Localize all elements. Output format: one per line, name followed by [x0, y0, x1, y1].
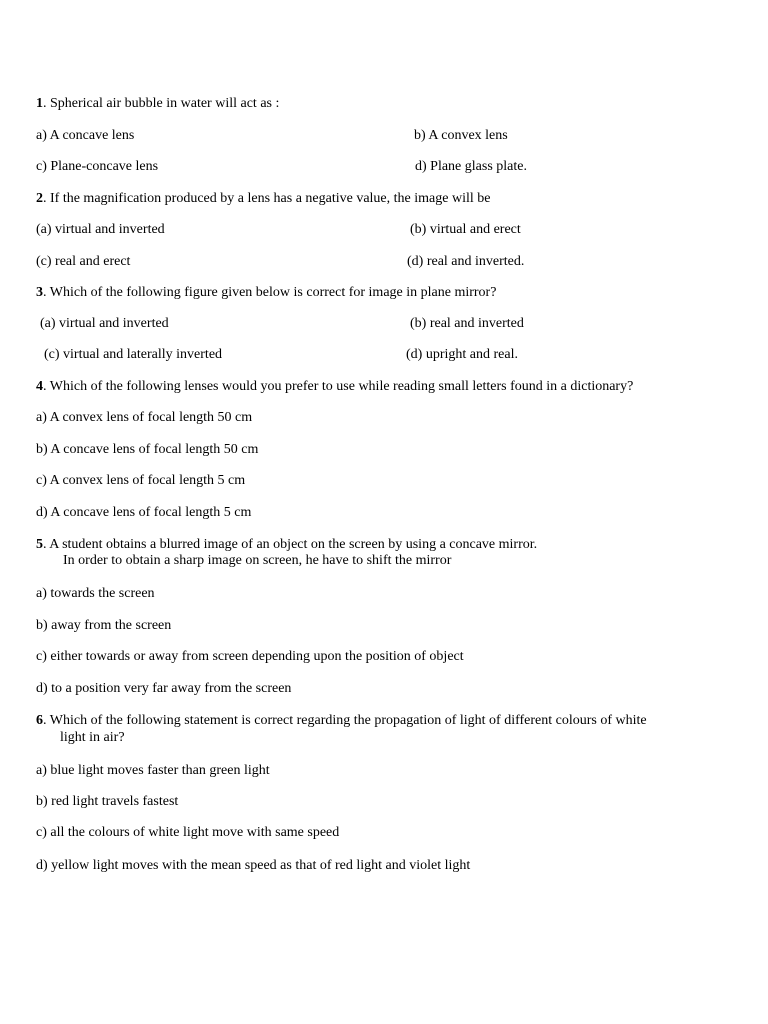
question-3-option-a: (a) virtual and inverted — [40, 316, 169, 331]
question-5-option-c: c) either towards or away from screen depending upon the position of object — [36, 649, 464, 664]
question-2-text: . If the magnification produced by a lens has a negative value, the image will be — [43, 191, 491, 206]
question-6-option-c: c) all the colours of white light move with same speed — [36, 825, 340, 840]
question-6-option-b: b) red light travels fastest — [36, 794, 179, 809]
question-6-stem-continuation: light in air? — [60, 730, 125, 745]
question-4-option-c: c) A convex lens of focal length 5 cm — [36, 473, 246, 488]
question-3-stem — [36, 285, 496, 301]
question-6-text: . Which of the following statement is correct regarding the propagation of light of different colours of white — [43, 713, 647, 728]
question-6-stem — [36, 713, 647, 729]
question-5-option-d: d) to a position very far away from the screen — [36, 681, 292, 696]
question-5-option-b: b) away from the screen — [36, 618, 172, 633]
question-1-option-d: d) Plane glass plate. — [415, 159, 527, 174]
question-2-stem — [36, 191, 490, 207]
question-2-option-b: (b) virtual and erect — [410, 222, 521, 237]
question-1-text: . Spherical air bubble in water will act as : — [43, 96, 280, 111]
question-2-option-a: (a) virtual and inverted — [36, 222, 165, 237]
question-6-number: 6 — [36, 713, 43, 728]
question-5-stem-continuation: In order to obtain a sharp image on screen, he have to shift the mirror — [63, 553, 452, 568]
question-5-number: 5 — [36, 537, 43, 552]
question-4-text: . Which of the following lenses would you prefer to use while reading small letters found in a dictionary? — [43, 379, 634, 394]
question-3-option-d: (d) upright and real. — [406, 347, 518, 362]
question-6-option-a: a) blue light moves faster than green light — [36, 763, 270, 778]
question-4-option-a: a) A convex lens of focal length 50 cm — [36, 410, 253, 425]
question-4-number: 4 — [36, 379, 43, 394]
question-1-option-c: c) Plane-concave lens — [36, 159, 159, 174]
question-2-option-c: (c) real and erect — [36, 254, 131, 269]
question-1-option-a: a) A concave lens — [36, 128, 135, 143]
question-5-stem — [36, 537, 537, 553]
question-1-option-b: b) A convex lens — [414, 128, 508, 143]
question-3-option-c: (c) virtual and laterally inverted — [44, 347, 223, 362]
question-3-text: . Which of the following figure given below is correct for image in plane mirror? — [43, 285, 497, 300]
question-3-number: 3 — [36, 285, 43, 300]
question-4-option-d: d) A concave lens of focal length 5 cm — [36, 505, 252, 520]
question-2-number: 2 — [36, 191, 43, 206]
question-4-option-b: b) A concave lens of focal length 50 cm — [36, 442, 259, 457]
question-6-option-d: d) yellow light moves with the mean speed as that of red light and violet light — [36, 858, 471, 873]
question-4-stem — [36, 379, 633, 395]
question-3-option-b: (b) real and inverted — [410, 316, 524, 331]
question-5-option-a: a) towards the screen — [36, 586, 155, 601]
question-1-stem — [36, 96, 279, 112]
question-5-text: . A student obtains a blurred image of an object on the screen by using a concave mirror. — [43, 537, 538, 552]
question-1-number: 1 — [36, 96, 43, 111]
question-2-option-d: (d) real and inverted. — [407, 254, 525, 269]
